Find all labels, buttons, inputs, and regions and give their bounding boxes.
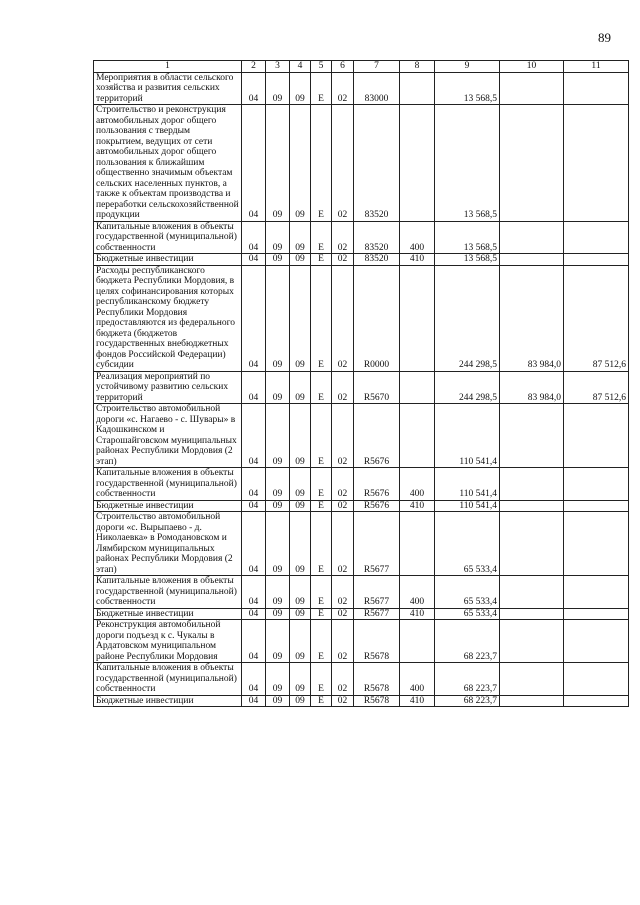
- subprogram-cell: Е: [311, 371, 332, 404]
- column-header: 1: [94, 61, 242, 73]
- subprogram-cell: Е: [311, 221, 332, 254]
- column-header: 3: [266, 61, 290, 73]
- subprogram-cell: Е: [311, 105, 332, 222]
- event-cell: 02: [332, 663, 354, 696]
- table-row: [94, 404, 629, 468]
- section-cell: 04: [242, 695, 266, 707]
- amount-cell: 110 541,4: [435, 500, 500, 512]
- section-cell: 04: [242, 608, 266, 620]
- event-cell: 02: [332, 468, 354, 501]
- table-row: [94, 468, 629, 501]
- name-cell: Реконструкция автомобильной дороги подъезд к с. Чукалы в Ардатовском муниципальном районе Республики Мордовия: [94, 620, 242, 663]
- section-cell: 04: [242, 576, 266, 609]
- subsection-cell: 09: [266, 576, 290, 609]
- amount-next-year-cell: [500, 576, 564, 609]
- target-article-cell: R5677: [354, 576, 400, 609]
- section-cell: 04: [242, 404, 266, 468]
- expense-type-cell: 400: [400, 663, 435, 696]
- name-cell: Бюджетные инвестиции: [94, 608, 242, 620]
- column-header: 7: [354, 61, 400, 73]
- program-cell: 09: [290, 512, 311, 576]
- amount-plan-year-cell: [564, 663, 629, 696]
- table-row: [94, 663, 629, 696]
- subprogram-cell: Е: [311, 500, 332, 512]
- expense-type-cell: [400, 404, 435, 468]
- amount-next-year-cell: [500, 663, 564, 696]
- program-cell: 09: [290, 500, 311, 512]
- amount-next-year-cell: [500, 404, 564, 468]
- column-header: 4: [290, 61, 311, 73]
- event-cell: 02: [332, 105, 354, 222]
- expense-type-cell: 400: [400, 221, 435, 254]
- amount-cell: 13 568,5: [435, 254, 500, 266]
- subsection-cell: 09: [266, 512, 290, 576]
- section-cell: 04: [242, 371, 266, 404]
- table-row: [94, 500, 629, 512]
- column-header: 10: [500, 61, 564, 73]
- name-cell: Бюджетные инвестиции: [94, 254, 242, 266]
- subprogram-cell: Е: [311, 512, 332, 576]
- subsection-cell: 09: [266, 620, 290, 663]
- amount-next-year-cell: [500, 72, 564, 105]
- amount-cell: 13 568,5: [435, 221, 500, 254]
- page-number: 89: [598, 30, 611, 45]
- program-cell: 09: [290, 608, 311, 620]
- amount-next-year-cell: 83 984,0: [500, 265, 564, 371]
- table-row: [94, 105, 629, 222]
- header-row: [94, 61, 629, 73]
- name-cell: Реализация мероприятий по устойчивому развитию сельских территорий: [94, 371, 242, 404]
- amount-plan-year-cell: 87 512,6: [564, 371, 629, 404]
- subprogram-cell: Е: [311, 576, 332, 609]
- subsection-cell: 09: [266, 468, 290, 501]
- name-cell: Капитальные вложения в объекты государственной (муниципальной) собственности: [94, 576, 242, 609]
- table-row: [94, 265, 629, 371]
- amount-plan-year-cell: [564, 404, 629, 468]
- section-cell: 04: [242, 663, 266, 696]
- amount-next-year-cell: [500, 608, 564, 620]
- subsection-cell: 09: [266, 265, 290, 371]
- subprogram-cell: Е: [311, 468, 332, 501]
- expense-type-cell: [400, 72, 435, 105]
- column-header: 6: [332, 61, 354, 73]
- subsection-cell: 09: [266, 105, 290, 222]
- event-cell: 02: [332, 512, 354, 576]
- program-cell: 09: [290, 254, 311, 266]
- program-cell: 09: [290, 371, 311, 404]
- amount-next-year-cell: [500, 500, 564, 512]
- section-cell: 04: [242, 105, 266, 222]
- subprogram-cell: Е: [311, 620, 332, 663]
- target-article-cell: R5676: [354, 404, 400, 468]
- name-cell: Расходы республиканского бюджета Республики Мордовия, в целях софинансирования которых республиканскому бюджету Республики Мордовия предоставляются из федерального бюджета (бюджетов государственных внебюджетных фондов Российской Федерации) субсидии: [94, 265, 242, 371]
- event-cell: 02: [332, 72, 354, 105]
- amount-plan-year-cell: [564, 695, 629, 707]
- subsection-cell: 09: [266, 221, 290, 254]
- column-header: 8: [400, 61, 435, 73]
- table-row: [94, 695, 629, 707]
- expense-type-cell: 410: [400, 254, 435, 266]
- table-row: [94, 620, 629, 663]
- section-cell: 04: [242, 512, 266, 576]
- section-cell: 04: [242, 500, 266, 512]
- expense-type-cell: [400, 265, 435, 371]
- amount-next-year-cell: [500, 254, 564, 266]
- column-header: 2: [242, 61, 266, 73]
- name-cell: Строительство автомобильной дороги «с. Вырыпаево - д. Николаевка» в Ромодановском и Лямбирском муниципальных районах Республики Мордовия (2 этап): [94, 512, 242, 576]
- expense-type-cell: 410: [400, 608, 435, 620]
- amount-plan-year-cell: [564, 512, 629, 576]
- section-cell: 04: [242, 620, 266, 663]
- amount-plan-year-cell: [564, 221, 629, 254]
- event-cell: 02: [332, 500, 354, 512]
- column-header: 5: [311, 61, 332, 73]
- amount-cell: 244 298,5: [435, 371, 500, 404]
- expense-type-cell: 410: [400, 500, 435, 512]
- amount-cell: 65 533,4: [435, 576, 500, 609]
- amount-next-year-cell: [500, 695, 564, 707]
- expense-type-cell: 410: [400, 695, 435, 707]
- target-article-cell: R5678: [354, 663, 400, 696]
- target-article-cell: 83520: [354, 221, 400, 254]
- event-cell: 02: [332, 620, 354, 663]
- name-cell: Бюджетные инвестиции: [94, 500, 242, 512]
- amount-cell: 13 568,5: [435, 72, 500, 105]
- column-header: 9: [435, 61, 500, 73]
- subsection-cell: 09: [266, 608, 290, 620]
- event-cell: 02: [332, 371, 354, 404]
- subsection-cell: 09: [266, 695, 290, 707]
- subprogram-cell: Е: [311, 404, 332, 468]
- subsection-cell: 09: [266, 500, 290, 512]
- target-article-cell: R5677: [354, 608, 400, 620]
- amount-next-year-cell: 83 984,0: [500, 371, 564, 404]
- budget-table: [93, 60, 629, 707]
- table-row: [94, 72, 629, 105]
- amount-next-year-cell: [500, 105, 564, 222]
- target-article-cell: 83000: [354, 72, 400, 105]
- target-article-cell: R5677: [354, 512, 400, 576]
- program-cell: 09: [290, 468, 311, 501]
- amount-next-year-cell: [500, 221, 564, 254]
- subsection-cell: 09: [266, 72, 290, 105]
- amount-next-year-cell: [500, 512, 564, 576]
- amount-cell: 110 541,4: [435, 404, 500, 468]
- table-row: [94, 254, 629, 266]
- program-cell: 09: [290, 105, 311, 222]
- name-cell: Бюджетные инвестиции: [94, 695, 242, 707]
- amount-plan-year-cell: [564, 468, 629, 501]
- amount-cell: 65 533,4: [435, 512, 500, 576]
- subprogram-cell: Е: [311, 254, 332, 266]
- expense-type-cell: [400, 105, 435, 222]
- event-cell: 02: [332, 404, 354, 468]
- amount-next-year-cell: [500, 620, 564, 663]
- program-cell: 09: [290, 404, 311, 468]
- program-cell: 09: [290, 576, 311, 609]
- event-cell: 02: [332, 695, 354, 707]
- subprogram-cell: Е: [311, 608, 332, 620]
- event-cell: 02: [332, 221, 354, 254]
- target-article-cell: R5678: [354, 620, 400, 663]
- amount-plan-year-cell: [564, 608, 629, 620]
- subprogram-cell: Е: [311, 72, 332, 105]
- target-article-cell: R5670: [354, 371, 400, 404]
- subprogram-cell: Е: [311, 265, 332, 371]
- event-cell: 02: [332, 608, 354, 620]
- name-cell: Строительство и реконструкция автомобильных дорог общего пользования с твердым покрытием, ведущих от сети автомобильных дорог общего пользования к ближайшим общественно значимым объектам сельских населенных пунктов, а также к объектам производства и переработки сельскохозяйственной продукции: [94, 105, 242, 222]
- subprogram-cell: Е: [311, 695, 332, 707]
- expense-type-cell: 400: [400, 468, 435, 501]
- subsection-cell: 09: [266, 371, 290, 404]
- program-cell: 09: [290, 663, 311, 696]
- table-row: [94, 512, 629, 576]
- program-cell: 09: [290, 695, 311, 707]
- amount-plan-year-cell: [564, 500, 629, 512]
- subprogram-cell: Е: [311, 663, 332, 696]
- table-row: [94, 371, 629, 404]
- amount-plan-year-cell: [564, 576, 629, 609]
- amount-plan-year-cell: [564, 620, 629, 663]
- program-cell: 09: [290, 221, 311, 254]
- program-cell: 09: [290, 72, 311, 105]
- event-cell: 02: [332, 265, 354, 371]
- amount-cell: 68 223,7: [435, 663, 500, 696]
- section-cell: 04: [242, 221, 266, 254]
- section-cell: 04: [242, 254, 266, 266]
- subsection-cell: 09: [266, 663, 290, 696]
- program-cell: 09: [290, 620, 311, 663]
- section-cell: 04: [242, 468, 266, 501]
- name-cell: Мероприятия в области сельского хозяйства и развития сельских территорий: [94, 72, 242, 105]
- target-article-cell: R0000: [354, 265, 400, 371]
- event-cell: 02: [332, 254, 354, 266]
- target-article-cell: R5676: [354, 468, 400, 501]
- subsection-cell: 09: [266, 404, 290, 468]
- amount-next-year-cell: [500, 468, 564, 501]
- section-cell: 04: [242, 265, 266, 371]
- name-cell: Капитальные вложения в объекты государственной (муниципальной) собственности: [94, 468, 242, 501]
- expense-type-cell: 400: [400, 576, 435, 609]
- amount-cell: 68 223,7: [435, 620, 500, 663]
- amount-plan-year-cell: [564, 105, 629, 222]
- amount-cell: 65 533,4: [435, 608, 500, 620]
- name-cell: Капитальные вложения в объекты государственной (муниципальной) собственности: [94, 221, 242, 254]
- event-cell: 02: [332, 576, 354, 609]
- target-article-cell: 83520: [354, 105, 400, 222]
- table-row: [94, 221, 629, 254]
- section-cell: 04: [242, 72, 266, 105]
- expense-type-cell: [400, 620, 435, 663]
- target-article-cell: 83520: [354, 254, 400, 266]
- subsection-cell: 09: [266, 254, 290, 266]
- table-row: [94, 608, 629, 620]
- amount-plan-year-cell: [564, 72, 629, 105]
- amount-cell: 13 568,5: [435, 105, 500, 222]
- name-cell: Капитальные вложения в объекты государственной (муниципальной) собственности: [94, 663, 242, 696]
- target-article-cell: R5676: [354, 500, 400, 512]
- amount-cell: 244 298,5: [435, 265, 500, 371]
- amount-plan-year-cell: 87 512,6: [564, 265, 629, 371]
- column-header: 11: [564, 61, 629, 73]
- expense-type-cell: [400, 371, 435, 404]
- program-cell: 09: [290, 265, 311, 371]
- expense-type-cell: [400, 512, 435, 576]
- amount-cell: 68 223,7: [435, 695, 500, 707]
- amount-cell: 110 541,4: [435, 468, 500, 501]
- target-article-cell: R5678: [354, 695, 400, 707]
- name-cell: Строительство автомобильной дороги «с. Нагаево - с. Шувары» в Кадошкинском и Старошайговском муниципальных районах Республики Мордовия (2 этап): [94, 404, 242, 468]
- table-row: [94, 576, 629, 609]
- amount-plan-year-cell: [564, 254, 629, 266]
